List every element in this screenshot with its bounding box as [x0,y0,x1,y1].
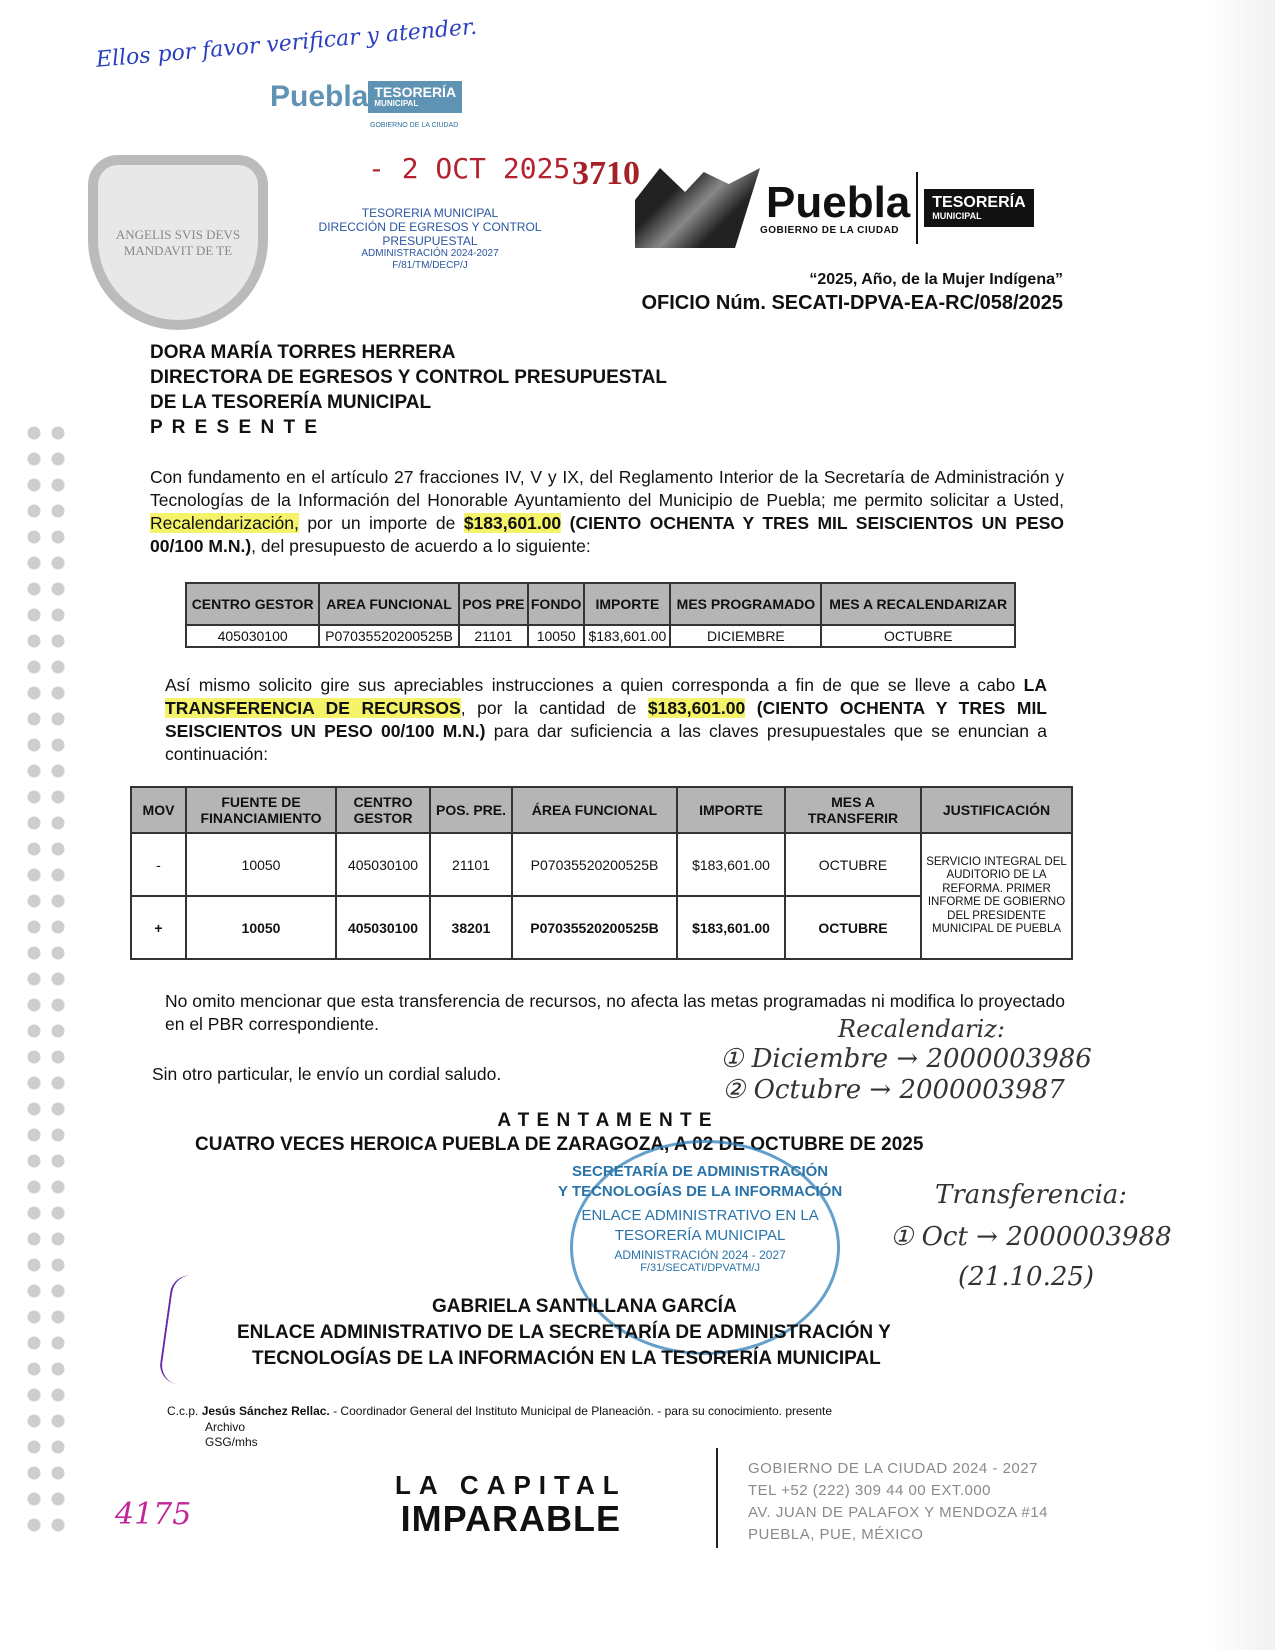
city-seal [88,155,268,330]
col-header: IMPORTE [584,583,670,625]
paragraph-recalendarizacion [150,466,1064,558]
col-header: MES A TRANSFERIR [785,787,921,833]
cell: $183,601.00 [677,896,785,959]
stamp-line: Y TECNOLOGÍAS DE LA INFORMACIÓN [558,1183,843,1200]
tesoreria-badge [924,189,1033,227]
year-motto: “2025, Año, de la Mujer Indígena” [809,271,1063,288]
text: Así mismo solicito gire sus apreciables instrucciones a quien corresponda a fin de que se lleve a cabo [165,675,1024,695]
ccp-initials: GSG/mhs [205,1435,258,1449]
transfer-table [130,786,1073,960]
atentamente: A T E N T A M E N T E [497,1110,713,1131]
text: por un importe de [298,513,464,533]
recalendarization-table [185,582,1016,648]
cell: 10050 [186,833,336,896]
seal-text: ANGELIS SVIS DEVS MANDAVIT DE TE [115,226,241,258]
cell: 10050 [528,625,585,647]
footer-divider [716,1448,718,1548]
logo-wordmark [760,177,911,236]
closing-greeting: Sin otro particular, le envío un cordial saludo. [152,1064,502,1084]
secati-stamp [558,1162,842,1275]
ccp-prefix: C.c.p. [167,1404,199,1418]
header-logo [635,168,1034,248]
amount-words: (CIENTO OCHENTA Y TRES MIL SEISCIENTOS UN PESO 00/100 M.N.) [150,513,1064,556]
addressee-dept: DE LA TESORERÍA MUNICIPAL [150,392,432,413]
ccp-desc: - Coordinador General del Instituto Municipal de Planeación. - para su conocimiento. presente [329,1404,833,1418]
cell: + [131,896,186,959]
col-header: CENTRO GESTOR [186,583,319,625]
amount-words: (CIENTO OCHENTA Y TRES MIL SEISCIENTOS UN PESO 00/100 M.N.) [165,698,1047,741]
cell: 405030100 [336,833,430,896]
stamp-badge [368,81,462,113]
signer-title-1: ENLACE ADMINISTRATIVO DE LA SECRETARÍA DE ADMINISTRACIÓN Y [237,1322,891,1343]
ccp-name: Jesús Sánchez Rellac. [201,1404,330,1418]
cell: DICIEMBRE [670,625,821,647]
handwritten-instruction: Ellos por favor verificar y atender. [95,14,479,73]
logo-divider [916,172,918,244]
amount: $183,601.00 [463,513,562,533]
col-header: POS PRE [459,583,528,625]
reception-stamp-text [290,206,570,272]
col-header: CENTRO GESTOR [336,787,430,833]
stamp-admin: ADMINISTRACIÓN 2024 - 2027 [614,1248,786,1262]
cell: - [131,833,186,896]
address-line: GOBIERNO DE LA CIUDAD 2024 - 2027 [748,1460,1038,1477]
folio-number: 3710 [572,155,640,192]
text: Con fundamento en el artículo 27 fracciones IV, V y IX, del Reglamento Interior de la Secretaría de Administración y Tecnologías de la Información del Honorable Ayuntamiento del Municipio de Puebla; me permito solicitar a Usted, [150,467,1064,510]
cell: OCTUBRE [785,833,921,896]
addressee-title: DIRECTORA DE EGRESOS Y CONTROL PRESUPUESTAL [150,367,667,388]
col-header: MES PROGRAMADO [670,583,821,625]
stamp-line: DIRECCIÓN DE EGRESOS Y CONTROL [318,220,542,234]
amount: $183,601.00 [647,698,746,718]
stamp-line: TESORERIA MUNICIPAL [361,206,499,220]
handwritten-recal-2: ② Octubre → 2000003987 [722,1075,1065,1105]
addressee-name: DORA MARÍA TORRES HERRERA [150,342,456,363]
text: , del presupuesto de acuerdo a lo siguiente: [251,536,591,556]
slogan-line-1: LA CAPITAL [395,1470,627,1500]
cell: 21101 [459,625,528,647]
handwritten-transf-title: Transferencia: [935,1180,1128,1210]
logo-sub: GOBIERNO DE LA CIUDAD [760,224,900,236]
address-line: PUEBLA, PUE, MÉXICO [748,1526,924,1543]
table-row [131,833,1072,896]
cell: P07035520200525B [319,625,459,647]
justification-cell: SERVICIO INTEGRAL DEL AUDITORIO DE LA REFORMA. PRIMER INFORME DE GOBIERNO DEL PRESIDENTE MUNICIPAL DE PUEBLA [921,833,1072,959]
handwritten-transf-date: (21.10.25) [958,1262,1095,1292]
slogan-line-2: IMPARABLE [400,1498,621,1539]
handwritten-number: 4175 [115,1497,192,1532]
stamp-code: F/31/SECATI/DPVATM/J [640,1262,760,1274]
badge-text: TESORERÍA [932,193,1026,211]
col-header: ÁREA FUNCIONAL [512,787,677,833]
stamp-line: ENLACE ADMINISTRATIVO EN LA [581,1207,819,1224]
highlight: TRANSFERENCIA DE RECURSOS [165,698,461,718]
ccp-line [167,1404,832,1418]
col-header: POS. PRE. [430,787,512,833]
decorative-border-pattern [22,420,70,1540]
badge-sub: MUNICIPAL [374,99,419,109]
cell: $183,601.00 [677,833,785,896]
addressee-block [150,340,667,440]
cell: OCTUBRE [785,896,921,959]
footer-slogan [395,1470,627,1537]
stamp-logo-sub: GOBIERNO DE LA CIUDAD [370,122,459,129]
reception-date: - 2 OCT 2025 [368,152,571,185]
handwritten-recal-title: Recalendariz: [838,1015,1005,1043]
initials-signature [158,1273,213,1387]
cell: P07035520200525B [512,833,677,896]
table-header [131,787,1072,833]
stamp-admin: ADMINISTRACIÓN 2024-2027 [361,248,499,259]
table-row [186,625,1015,647]
stamp-line: TESORERÍA MUNICIPAL [614,1227,786,1244]
col-header: MES A RECALENDARIZAR [821,583,1015,625]
address-line: TEL +52 (222) 309 44 00 EXT.000 [748,1482,992,1499]
cell: P07035520200525B [512,896,677,959]
logo-word: Puebla [766,177,911,227]
cell: 405030100 [186,625,319,647]
place-date: CUATRO VECES HEROICA PUEBLA DE ZARAGOZA, A 02 DE OCTUBRE DE 2025 [195,1134,924,1155]
puebla-logo-icon [635,168,760,248]
paragraph-transferencia [165,674,1047,766]
col-header: IMPORTE [677,787,785,833]
text: , por la cantidad de [460,698,648,718]
signer-name: GABRIELA SANTILLANA GARCÍA [432,1296,737,1317]
cell: OCTUBRE [821,625,1015,647]
signer-title-2: TECNOLOGÍAS DE LA INFORMACIÓN EN LA TESORERÍA MUNICIPAL [252,1348,881,1369]
handwritten-transf-1: ① Oct → 2000003988 [890,1222,1172,1252]
table-header [186,583,1015,625]
stamp-code: F/81/TM/DECP/J [392,260,468,271]
text: LA [1023,675,1047,695]
reception-stamp-logo [270,80,462,114]
cell: 10050 [186,896,336,959]
stamp-line: PRESUPUESTAL [382,234,478,248]
footer-address [748,1458,1048,1546]
page-edge [1205,0,1275,1650]
col-header: JUSTIFICACIÓN [921,787,1072,833]
col-header: FUENTE DE FINANCIAMIENTO [186,787,336,833]
paragraph-note: No omito mencionar que esta transferencia de recursos, no afecta las metas programadas ni modifica lo proyectado en el PBR correspondiente. [165,991,1065,1034]
ccp-archivo: Archivo [205,1420,246,1434]
cell: $183,601.00 [584,625,670,647]
col-header: FONDO [528,583,585,625]
handwritten-recal-1: ① Diciembre → 2000003986 [720,1044,1092,1074]
col-header: MOV [131,787,186,833]
cell: 405030100 [336,896,430,959]
stamp-line: SECRETARÍA DE ADMINISTRACIÓN [572,1163,829,1180]
ccp-extra [205,1420,258,1450]
badge-text: TESORERÍA [374,83,457,100]
text: para dar suficiencia a las claves presupuestales que se enuncian a continuación: [165,721,1047,764]
stamp-logo-word: Puebla [270,80,369,113]
cell: 38201 [430,896,512,959]
cell: 21101 [430,833,512,896]
presente: P R E S E N T E [150,417,320,438]
oficio-number: OFICIO Núm. SECATI-DPVA-EA-RC/058/2025 [641,292,1063,314]
badge-sub: MUNICIPAL [932,210,982,221]
address-line: AV. JUAN DE PALAFOX Y MENDOZA #14 [748,1504,1048,1521]
highlight: Recalendarización, [150,513,299,533]
col-header: AREA FUNCIONAL [319,583,459,625]
